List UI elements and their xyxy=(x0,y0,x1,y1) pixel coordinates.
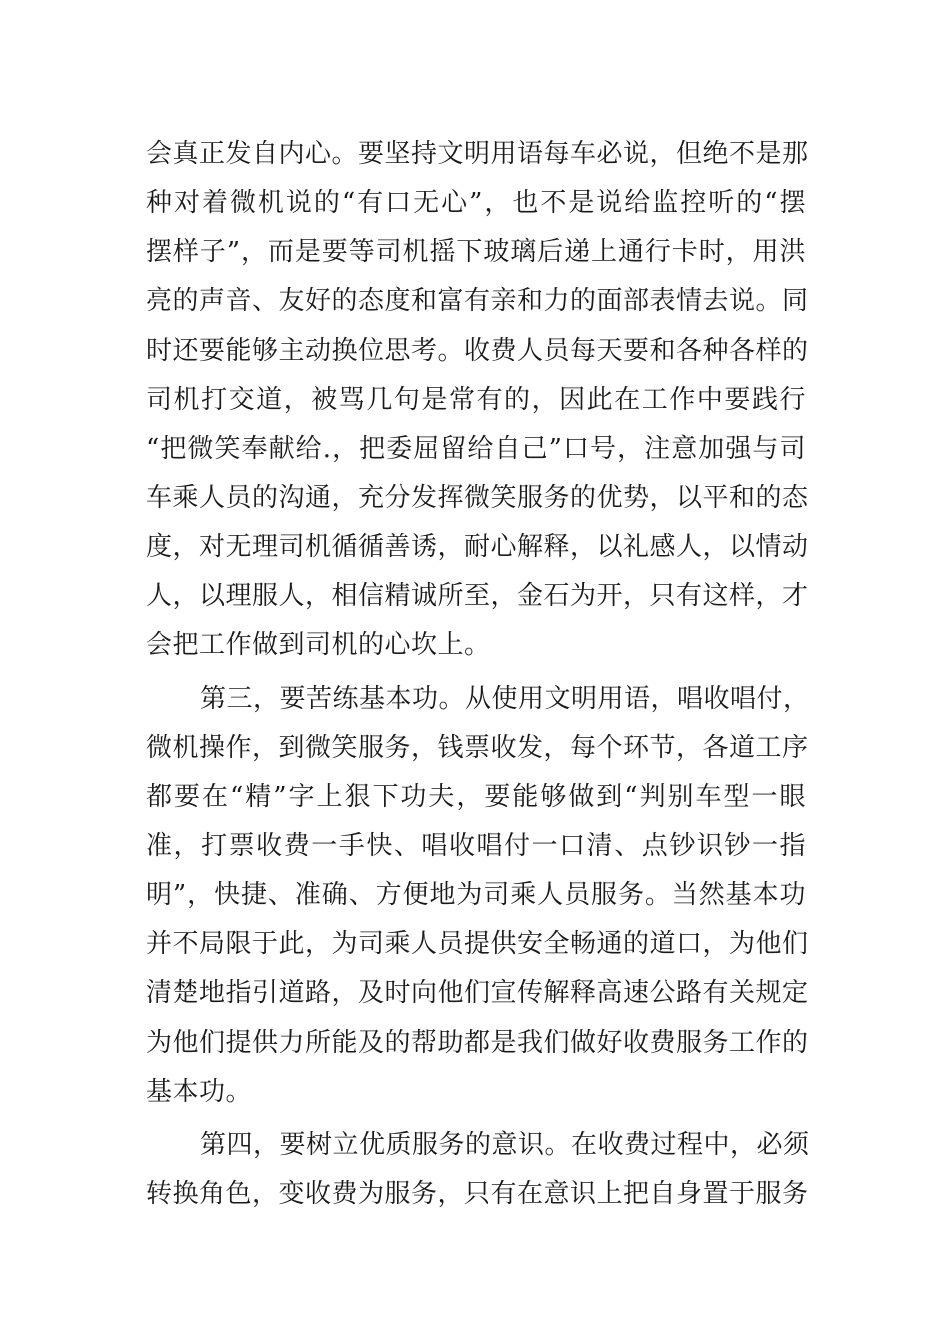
paragraph-start-line: 第三，要苦练基本功。从使用文明用语，唱收唱付， xyxy=(200,684,810,714)
paragraph-start-line: 第四，要树立优质服务的意识。在收费过程中，必须 xyxy=(200,1130,810,1160)
text-line: 准，打票收费一手快、唱收唱付一口清、点钞识钞一指 xyxy=(146,831,806,861)
text-line: 摆样子”，而是要等司机摇下玻璃后递上通行卡时，用洪 xyxy=(146,237,806,267)
text-line: 会真正发自内心。要坚持文明用语每车必说，但绝不是那 xyxy=(146,139,809,169)
text-line: 都要在“精”字上狠下功夫，要能够做到“判别车型一眼 xyxy=(146,782,806,812)
text-line: 清楚地指引道路，及时向他们宣传解释高速公路有关规定 xyxy=(146,978,809,1008)
text-line: 基本功。 xyxy=(146,1077,253,1107)
text-line: 人，以理服人，相信精诚所至，金石为开，只有这样，才 xyxy=(146,581,809,611)
text-line: 时还要能够主动换位思考。收费人员每天要和各种各样的 xyxy=(146,336,809,366)
text-line: 为他们提供力所能及的帮助都是我们做好收费服务工作的 xyxy=(146,1028,809,1058)
text-line: 会把工作做到司机的心坎上。 xyxy=(146,630,491,660)
text-line: 微机操作，到微笑服务，钱票收发，每个环节，各道工序 xyxy=(146,733,809,763)
text-line: 司机打交道，被骂几句是常有的，因此在工作中要践行 xyxy=(146,385,806,415)
text-line: 度，对无理司机循循善诱，耐心解释，以礼感人，以情动 xyxy=(146,532,809,562)
text-line: 并不局限于此，为司乘人员提供安全畅通的道口，为他们 xyxy=(146,929,809,959)
text-line: “把微笑奉献给.，把委屈留给自己”口号，注意加强与司 xyxy=(146,434,806,464)
text-line: 明”，快捷、准确、方便地为司乘人员服务。当然基本功 xyxy=(146,880,806,910)
text-line: 转换角色，变收费为服务，只有在意识上把自身置于服务 xyxy=(146,1179,809,1209)
text-line: 亮的声音、友好的态度和富有亲和力的面部表情去说。同 xyxy=(146,286,809,316)
text-line: 种对着微机说的“有口无心”，也不是说给监控听的“摆 xyxy=(146,188,806,218)
text-line: 车乘人员的沟通，充分发挥微笑服务的优势，以平和的态 xyxy=(146,483,809,513)
